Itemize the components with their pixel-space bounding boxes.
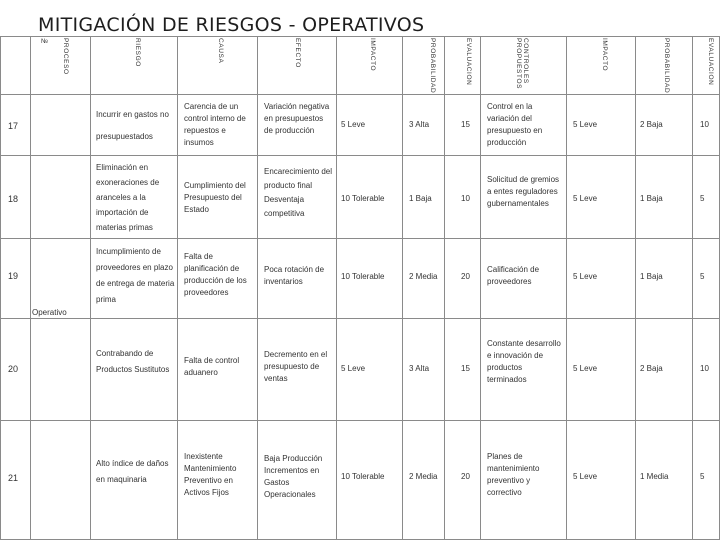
header-probabilidad-residual: PROBABILIDAD	[663, 38, 670, 94]
riesgo-cell: Incumplimiento de proveedores en plazo de entrega de materia prima	[96, 247, 175, 304]
header-causa: CAUSA	[217, 38, 224, 64]
header-probabilidad: PROBABILIDAD	[429, 38, 436, 94]
evaluacion-cell: 20	[461, 472, 470, 481]
impacto-residual-cell: 5 Leve	[573, 120, 598, 129]
causa-cell: Cumplimiento del Presupuesto del Estado	[184, 181, 246, 214]
header-riesgo: RIESGO	[134, 38, 141, 67]
evaluacion-residual-cell: 5	[700, 272, 705, 281]
impacto-residual-cell: 5 Leve	[573, 194, 598, 203]
probabilidad-residual-cell: 1 Baja	[640, 272, 663, 281]
column-divider	[566, 36, 567, 540]
impacto-cell: 5 Leve	[341, 364, 366, 373]
probabilidad-cell: 1 Baja	[409, 194, 432, 203]
header-impacto-residual: IMPACTO	[601, 38, 608, 72]
control-cell: Control en la variación del presupuesto en producción	[487, 102, 543, 147]
column-divider	[257, 36, 258, 540]
control-cell: Constante desarrollo e innovación de productos terminados	[487, 339, 561, 384]
row-number: 20	[8, 364, 19, 374]
row-number: 21	[8, 473, 19, 483]
column-divider	[635, 36, 636, 540]
column-divider	[30, 36, 31, 540]
evaluacion-residual-cell: 10	[700, 120, 709, 129]
column-divider	[177, 36, 178, 540]
causa-cell: Falta de control aduanero	[184, 356, 240, 377]
probabilidad-residual-cell: 1 Baja	[640, 194, 663, 203]
proceso-label: Operativo	[32, 308, 67, 317]
impacto-residual-cell: 5 Leve	[573, 364, 598, 373]
column-divider	[692, 36, 693, 540]
column-divider	[336, 36, 337, 540]
efecto-cell: Baja Producción Incrementos en Gastos Operacionales	[264, 454, 323, 499]
riesgo-cell: Eliminación en exoneraciones de aranceles a la importación de materias primas	[96, 163, 160, 232]
row-number: 18	[8, 194, 19, 204]
row-divider	[0, 318, 720, 319]
probabilidad-residual-cell: 2 Baja	[640, 120, 663, 129]
column-divider	[90, 36, 91, 540]
impacto-residual-cell: 5 Leve	[573, 472, 598, 481]
row-number: 17	[8, 121, 19, 131]
evaluacion-cell: 10	[461, 194, 470, 203]
header-efecto: EFECTO	[294, 38, 301, 68]
header-evaluacion: EVALUACIÓN	[465, 38, 472, 86]
probabilidad-cell: 3 Alta	[409, 120, 430, 129]
control-cell: Calificación de proveedores	[487, 265, 540, 286]
control-cell: Planes de mantenimiento preventivo y correctivo	[487, 452, 540, 497]
header-evaluacion-residual: EVALUACIÓN	[707, 38, 714, 86]
evaluacion-residual-cell: 5	[700, 194, 705, 203]
impacto-residual-cell: 5 Leve	[573, 272, 598, 281]
row-divider	[0, 155, 720, 156]
efecto-cell: Poca rotación de inventarios	[264, 265, 325, 286]
header-no: №	[41, 38, 48, 46]
probabilidad-residual-cell: 2 Baja	[640, 364, 663, 373]
impacto-cell: 10 Tolerable	[341, 472, 385, 481]
column-divider	[402, 36, 403, 540]
efecto-cell: Decremento en el presupuesto de ventas	[264, 350, 328, 383]
probabilidad-residual-cell: 1 Media	[640, 472, 669, 481]
riesgo-cell: Alto índice de daños en maquinaria	[96, 459, 169, 484]
riesgo-cell: Contrabando de Productos Sustitutos	[96, 349, 170, 374]
header-impacto: IMPACTO	[369, 38, 376, 72]
row-divider	[0, 420, 720, 421]
evaluacion-cell: 20	[461, 272, 470, 281]
control-cell: Solicitud de gremios a entes reguladores gubernamentales	[487, 175, 560, 208]
evaluacion-cell: 15	[461, 120, 470, 129]
header-divider	[0, 94, 720, 95]
column-divider	[444, 36, 445, 540]
probabilidad-cell: 2 Media	[409, 472, 438, 481]
page-title: MITIGACIÓN DE RIESGOS - OPERATIVOS	[38, 14, 425, 36]
impacto-cell: 5 Leve	[341, 120, 366, 129]
efecto-cell: Encarecimiento del producto final Desventaja competitiva	[264, 167, 333, 218]
causa-cell: Falta de planificación de producción de los proveedores	[184, 252, 247, 297]
column-divider	[480, 36, 481, 540]
probabilidad-cell: 3 Alta	[409, 364, 430, 373]
impacto-cell: 10 Tolerable	[341, 194, 385, 203]
header-controles: CONTROLES PROPUESTOS	[515, 38, 529, 90]
causa-cell: Carencia de un control interno de repuestos e insumos	[184, 102, 246, 147]
header-proceso: PROCESO	[62, 38, 69, 75]
evaluacion-residual-cell: 10	[700, 364, 709, 373]
table-border-top	[0, 36, 720, 37]
column-divider	[0, 36, 1, 540]
causa-cell: Inexistente Mantenimiento Preventivo en Activos Fijos	[184, 452, 237, 497]
evaluacion-residual-cell: 5	[700, 472, 705, 481]
evaluacion-cell: 15	[461, 364, 470, 373]
riesgo-cell: Incurrir en gastos no presupuestados	[96, 110, 169, 141]
efecto-cell: Variación negativa en presupuestos de producción	[264, 102, 330, 135]
row-divider	[0, 238, 720, 239]
impacto-cell: 10 Tolerable	[341, 272, 385, 281]
probabilidad-cell: 2 Media	[409, 272, 438, 281]
row-number: 19	[8, 271, 19, 281]
